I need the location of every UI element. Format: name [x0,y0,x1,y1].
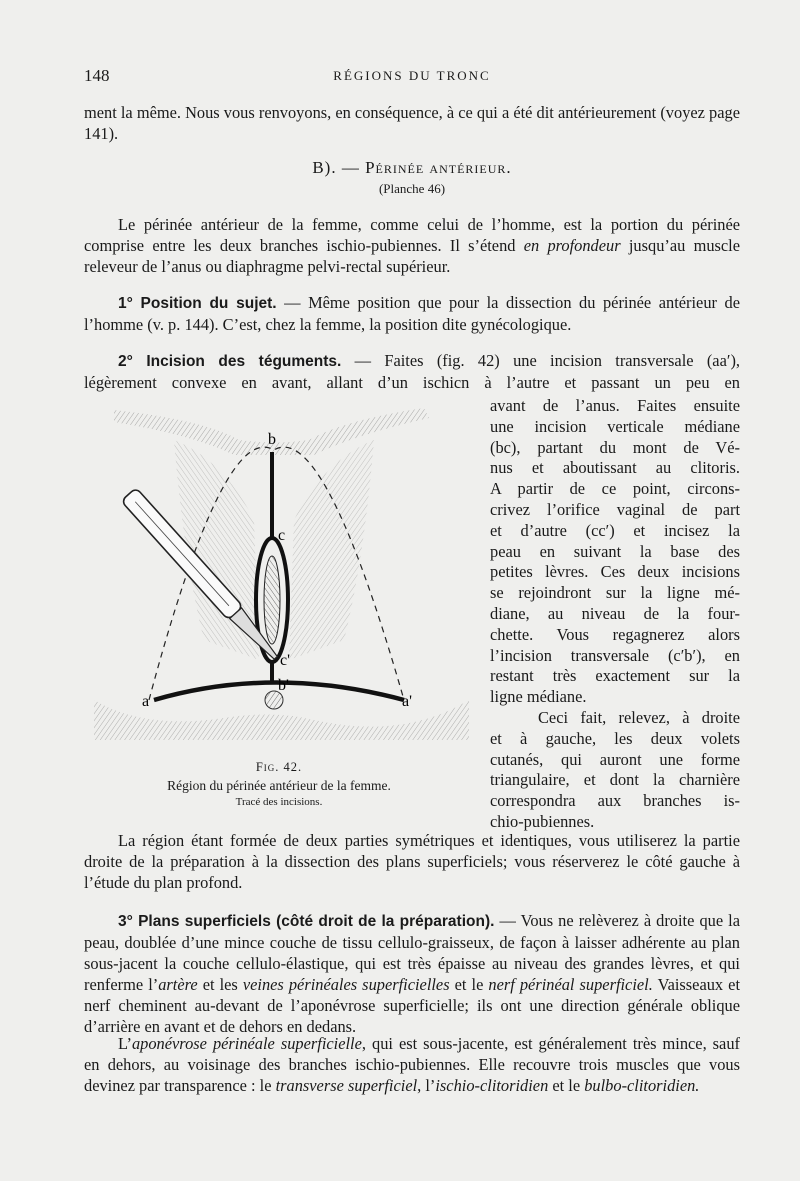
heading-position: 1° Position du sujet. [118,295,277,312]
label-b-prime: b' [278,677,289,694]
p5-italic-2: veines périnéales superficielles [242,975,450,994]
section-subtitle: (Planche 46) [378,181,446,196]
p6-italic-2: transverse superficiel [275,1076,418,1095]
heading-superficial-planes: 3° Plans superficiels (côté droit de la préparation). [118,913,495,930]
p4-text: La région étant formée de deux parties symétriques et identiques, vous utiliserez la partie droite de la préparation à la dissection des plans superficiels; vous réserverez le côté gauche à l’étude du plan profond. [84,831,740,892]
wrap-line: correspondra aux branches is- [490,791,740,811]
wrap-line: crivez l’orifice vaginal de part [490,499,740,519]
p5-italic-3: nerf périnéal superficiel. [488,975,653,994]
wrap-line: triangulaire, et dont la charnière [490,770,740,790]
running-title: RÉGIONS DU TRONC [333,68,491,83]
wrap-line: petites lèvres. Ces deux incisions [490,562,740,582]
heading-incision: 2° Incision des téguments. [118,353,342,370]
paragraph-incision [84,350,740,393]
label-a: a [142,693,150,710]
right-labium-shading [289,440,374,660]
figure-caption-number: Fig. 42. [255,760,303,774]
vaginal-orifice [264,556,280,644]
wrap-line: avant de l’anus. Faites ensuite [490,396,740,415]
wrap-line: diane, au niveau de la four- [490,603,740,623]
p6-text-3: et le [548,1076,585,1095]
wrap-line: se rejoindront sur la ligne mé- [490,583,740,603]
running-head [84,66,740,88]
p6-italic-4: bulbo-clitoridien. [584,1076,700,1095]
p6-text-0: L’ [118,1034,132,1053]
section-title-prefix: B). — [312,158,366,177]
p6-italic-1: aponévrose périnéale superficielle [131,1034,362,1053]
label-c: c [278,527,286,544]
figure-42 [84,400,474,750]
incision-line-1 [84,350,740,372]
wrap-line: restant très exactement sur la [490,666,740,686]
wrap-line: nus et aboutissant au clitoris. [490,458,740,478]
p2-text: — Même position que pour la dissection du périnée antérieur de l’homme (v. p. 144). C’est, chez la femme, la position dite gynécologique. [84,293,740,334]
p6-text-2: , l’ [417,1076,436,1095]
p5-text-2: et les [197,975,243,994]
intro-text: ment la même. Nous vous renvoyons, en conséquence, à ce qui a été dit antérieurement (voyez page 141). [84,103,740,143]
p6-text-1: , qui est sous-jacente, est généralement très mince, sauf en dehors, au voisinage des branches ischio-pubiennes. Elle recouvre trois muscles que vous devinez par transparence : le [84,1034,740,1095]
incision-line-2: légèrement convexe en avant, allant d’un ischicn à l’autre et passant un peu en [84,373,740,392]
label-a-prime: a' [402,693,412,710]
paragraph-superficial-planes [84,910,740,1037]
buttock-hatching [94,700,469,740]
perineum-illustration [84,400,474,750]
wrap-line: et d’autre (cc′) et incisez la [490,520,740,540]
wrap-line: peau en suivant la base des [490,541,740,561]
p1-text-after: jusqu’au muscle releveur de l’anus ou diaphragme pelvi-rectal supérieur. [84,236,740,276]
label-b: b [268,431,276,448]
p1-text-before: Le périnée antérieur de la femme, comme celui de l’homme, est la portion du périnée comprise entre les deux branches ischio-pubiennes. Il s’étend [84,215,740,255]
label-c-prime: c' [280,652,290,669]
wrap-line: cutanés, qui auront une forme [490,749,740,769]
wrap-line: chette. Vous regagnerez alors [490,624,740,644]
paragraph-symmetry [84,830,740,893]
figure-caption-title: Région du périnée antérieur de la femme. [167,778,391,793]
p5-text-3: et le [449,975,489,994]
wrap-line: et à gauche, les deux volets [490,728,740,748]
wrap-line: Ceci fait, relevez, à droite [538,707,740,727]
p5-text-4: Vaisseaux et nerf cheminent au-devant de l’aponévrose superficielle; ils ont une direction générale oblique d’arrière en avant et de dehors en dedans. [84,975,741,1036]
p1-italic: en profondeur [523,236,621,255]
wrapped-text-column [490,396,740,833]
p3-line1: — Faites (fig. 42) une incision transversale (aa′), [341,351,740,370]
intro-paragraph [84,102,740,144]
section-title [84,158,740,178]
wrap-line: ligne médiane. [490,687,587,707]
paragraph-definition [84,214,740,277]
paragraph-position [84,292,740,335]
section-title-main: Périnée antérieur. [365,158,512,177]
wrap-line: chio-pubiennes. [490,811,595,831]
wrap-line: A partir de ce point, circons- [490,479,740,499]
wrap-line: une incision verticale médiane [490,416,740,436]
paragraph-aponeurosis [84,1033,740,1096]
wrap-line: l’incision transversale (c′b′), en [490,645,740,665]
figure-caption-sub: Tracé des incisions. [235,796,323,808]
page-number: 148 [84,66,110,85]
p5-italic-1: artère [158,975,198,994]
p5-text-1: — Vous ne relèverez à droite que la peau, doublée d’une mince couche de tissu cellulo-graisseux, de façon à laisser adhérente au plan sous-jacent la couche cellulo-élastique, qui est très épaisse au niveau des grandes lèvres, et qui renferme l’ [84,911,740,994]
p6-italic-3: ischio-clitoridien [435,1076,549,1095]
wrap-line: (bc), partant du mont de Vé- [490,437,740,457]
